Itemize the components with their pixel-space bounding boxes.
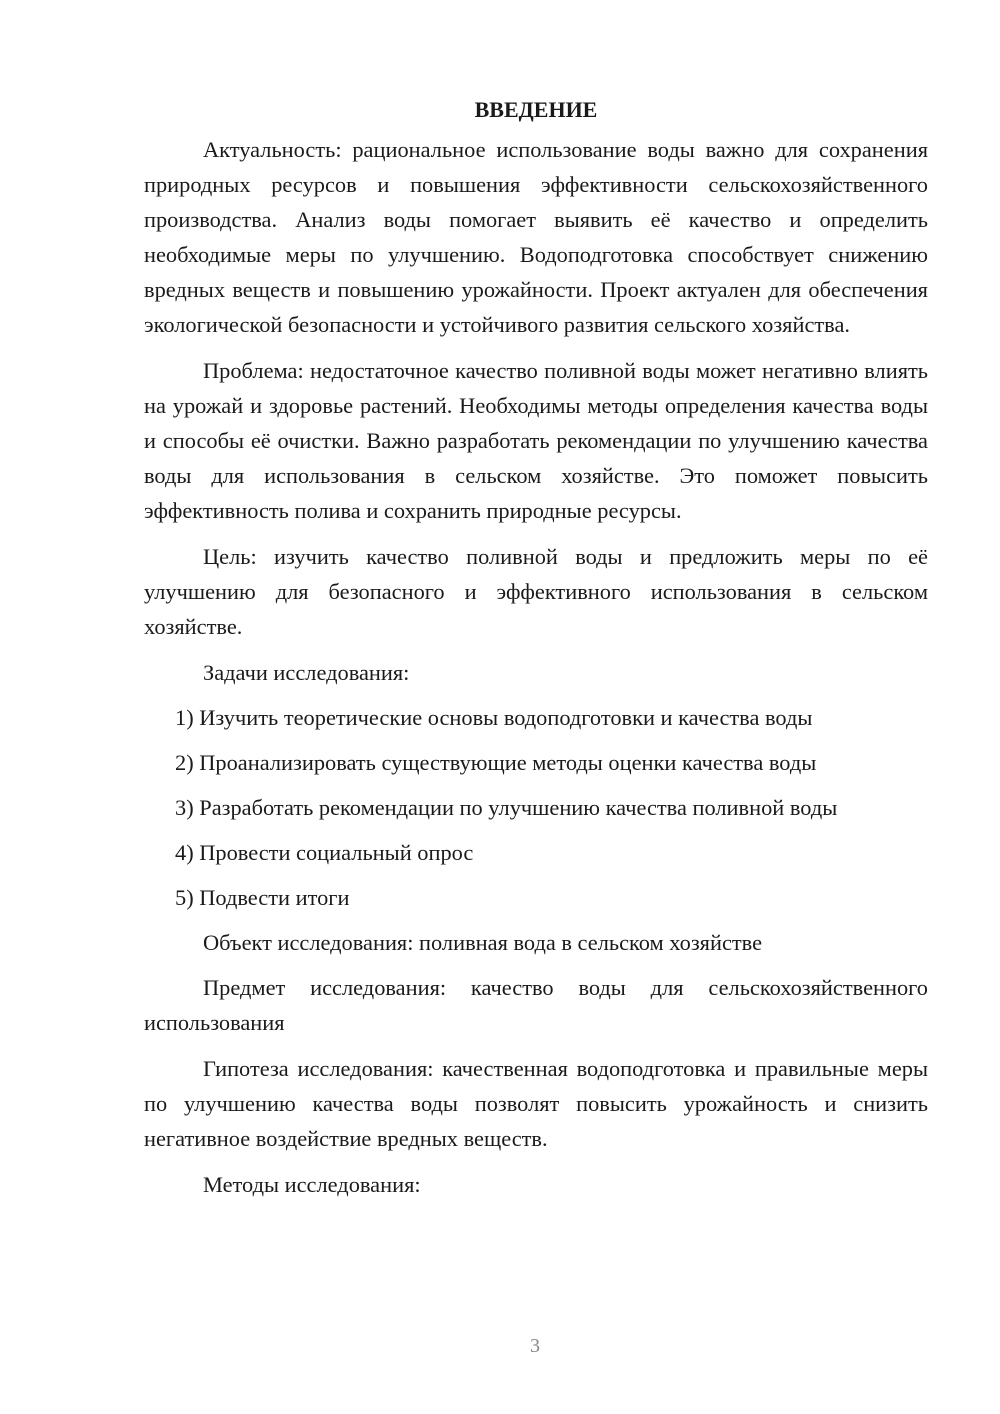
task-item: 1) Изучить теоретические основы водоподготовки и качества воды xyxy=(175,705,813,730)
paragraph-object: Объект исследования: поливная вода в сельском хозяйстве xyxy=(203,930,763,955)
methods-heading: Методы исследования: xyxy=(203,1172,421,1197)
paragraph-subject: Предмет исследования: качество воды для сельскохозяйственного использования xyxy=(144,975,928,1035)
page-content xyxy=(144,92,928,1212)
tasks-list xyxy=(144,700,928,915)
page-number: 3 xyxy=(530,1335,540,1357)
paragraph-goal: Цель: изучить качество поливной воды и предложить меры по её улучшению для безопасного и эффективного использования в сельском хозяйстве. xyxy=(144,544,928,639)
task-item: 4) Провести социальный опрос xyxy=(175,840,474,865)
task-item: 5) Подвести итоги xyxy=(175,885,350,910)
task-item: 2) Проанализировать существующие методы оценки качества воды xyxy=(175,750,817,775)
paragraph-hypothesis: Гипотеза исследования: качественная водоподготовка и правильные меры по улучшению качества воды позволят повысить урожайность и снизить негативное воздействие вредных веществ. xyxy=(144,1056,928,1151)
paragraph-problem: Проблема: недостаточное качество поливной воды может негативно влиять на урожай и здоровье растений. Необходимы методы определения качества воды и способы её очистки. Важно разработать рекомендации по улучшению качества воды для использования в сельском хозяйстве. Это поможет повысить эффективность полива и сохранить природные ресурсы. xyxy=(144,358,928,523)
paragraph-relevance: Актуальность: рациональное использование воды важно для сохранения природных ресурсов и повышения эффективности сельскохозяйственного производства. Анализ воды помогает выявить её качество и определить необходимые меры по улучшению. Водоподготовка способствует снижению вредных веществ и повышению урожайности. Проект актуален для обеспечения экологической безопасности и устойчивого развития сельского хозяйства. xyxy=(144,137,928,337)
section-title: ВВЕДЕНИЕ xyxy=(474,97,598,122)
tasks-heading: Задачи исследования: xyxy=(203,660,410,685)
task-item: 3) Разработать рекомендации по улучшению качества поливной воды xyxy=(175,795,838,820)
